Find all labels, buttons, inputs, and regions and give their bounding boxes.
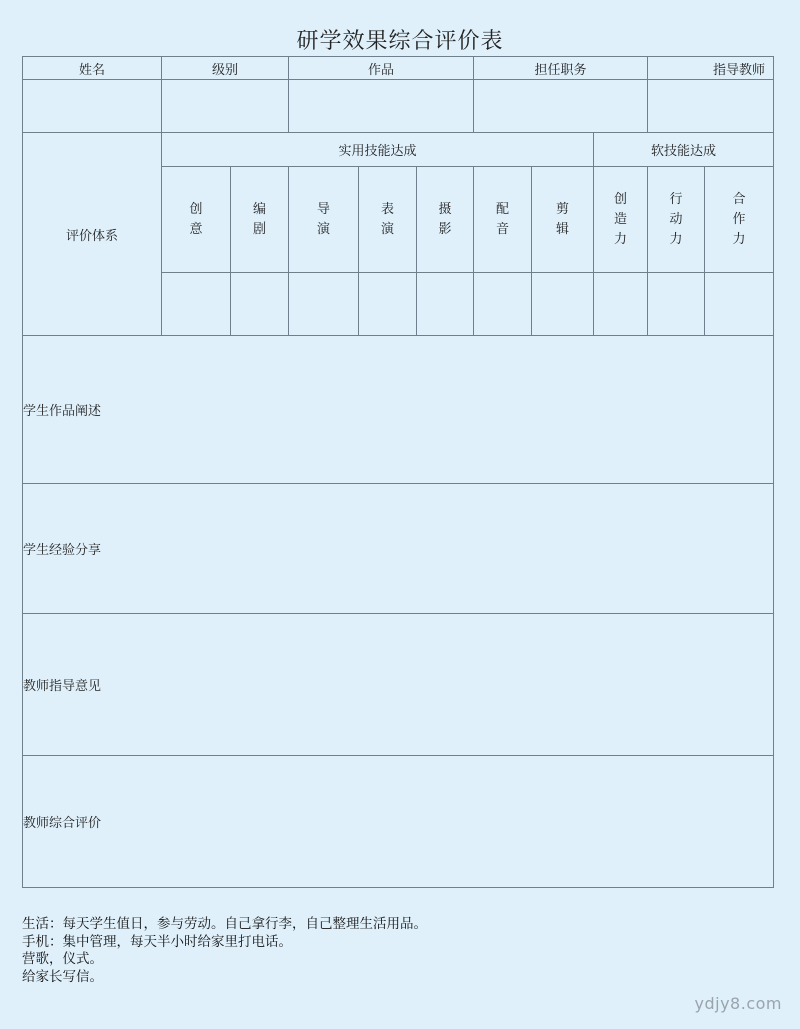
score-cell[interactable] bbox=[648, 273, 705, 336]
score-cell[interactable] bbox=[359, 273, 417, 336]
skill-char: 导 bbox=[317, 201, 331, 217]
page-title: 研学效果综合评价表 bbox=[296, 29, 504, 54]
skill-char: 力 bbox=[669, 231, 683, 247]
header-teacher: 指导教师 bbox=[648, 57, 774, 80]
skill-creativity bbox=[162, 167, 231, 273]
header-row bbox=[23, 57, 774, 80]
skill-screenwriting bbox=[231, 167, 289, 273]
level-value-cell[interactable] bbox=[162, 80, 289, 133]
score-cell[interactable] bbox=[532, 273, 594, 336]
section-label: 学生作品阐述 bbox=[23, 404, 102, 419]
skill-char: 造 bbox=[614, 211, 628, 227]
score-cell[interactable] bbox=[231, 273, 289, 336]
skill-creativity-power bbox=[594, 167, 648, 273]
note-line: 手机：集中管理，每天半小时给家里打电话。 bbox=[22, 933, 292, 950]
watermark: ydjy8.com bbox=[694, 994, 782, 1013]
note-line: 营歌，仪式。 bbox=[22, 951, 103, 967]
header-value-row bbox=[23, 80, 774, 133]
skill-char: 辑 bbox=[556, 221, 570, 237]
student-work-field[interactable] bbox=[23, 336, 774, 484]
header-role: 担任职务 bbox=[474, 57, 648, 80]
section-label: 教师指导意见 bbox=[23, 679, 102, 694]
teacher-opinion-field[interactable] bbox=[23, 614, 774, 756]
score-cell[interactable] bbox=[162, 273, 231, 336]
section-student-work bbox=[23, 336, 774, 484]
note-line: 生活：每天学生值日，参与劳动。自己拿行李，自己整理生活用品。 bbox=[22, 916, 427, 932]
header-level: 级别 bbox=[162, 57, 289, 80]
skill-char: 作 bbox=[732, 211, 746, 227]
section-student-experience bbox=[23, 484, 774, 614]
skill-char: 合 bbox=[732, 191, 746, 207]
score-cell[interactable] bbox=[594, 273, 648, 336]
skill-photography bbox=[417, 167, 474, 273]
teacher-value-cell[interactable] bbox=[648, 80, 774, 133]
skill-editing bbox=[532, 167, 594, 273]
skill-char: 影 bbox=[438, 221, 452, 237]
skill-group-row bbox=[23, 133, 774, 167]
section-teacher-evaluation bbox=[23, 756, 774, 888]
skill-char: 表 bbox=[381, 201, 395, 217]
evaluation-system-label: 评价体系 bbox=[23, 133, 162, 336]
section-label: 学生经验分享 bbox=[23, 543, 102, 558]
name-value-cell[interactable] bbox=[23, 80, 162, 133]
skill-char: 音 bbox=[496, 221, 510, 237]
skill-cooperation-power bbox=[705, 167, 774, 273]
skill-char: 创 bbox=[189, 201, 203, 217]
skill-acting bbox=[359, 167, 417, 273]
score-cell[interactable] bbox=[705, 273, 774, 336]
teacher-evaluation-field[interactable] bbox=[23, 756, 774, 888]
header-work: 作品 bbox=[289, 57, 474, 80]
section-label: 教师综合评价 bbox=[23, 816, 102, 831]
score-cell[interactable] bbox=[289, 273, 359, 336]
skill-char: 演 bbox=[317, 221, 331, 237]
skill-char: 力 bbox=[614, 231, 628, 247]
skill-char: 剧 bbox=[253, 221, 267, 237]
role-value-cell[interactable] bbox=[474, 80, 648, 133]
skill-char: 力 bbox=[732, 231, 746, 247]
practical-skills-group: 实用技能达成 bbox=[162, 133, 594, 167]
skill-char: 创 bbox=[614, 191, 628, 207]
student-experience-field[interactable] bbox=[23, 484, 774, 614]
skill-dubbing bbox=[474, 167, 532, 273]
work-value-cell[interactable] bbox=[289, 80, 474, 133]
skill-char: 意 bbox=[189, 221, 203, 237]
skill-char: 行 bbox=[669, 191, 683, 207]
skill-directing bbox=[289, 167, 359, 273]
skill-char: 配 bbox=[496, 201, 510, 217]
evaluation-table bbox=[22, 56, 774, 888]
skill-action-power bbox=[648, 167, 705, 273]
score-cell[interactable] bbox=[417, 273, 474, 336]
note-line: 给家长写信。 bbox=[22, 968, 103, 985]
skill-char: 演 bbox=[381, 221, 395, 237]
section-teacher-opinion bbox=[23, 614, 774, 756]
skill-char: 摄 bbox=[438, 201, 452, 217]
skill-char: 剪 bbox=[556, 201, 570, 217]
notes bbox=[22, 916, 427, 986]
score-cell[interactable] bbox=[474, 273, 532, 336]
soft-skills-group: 软技能达成 bbox=[594, 133, 774, 167]
skill-char: 编 bbox=[253, 201, 267, 217]
header-name: 姓名 bbox=[23, 57, 162, 80]
skill-char: 动 bbox=[669, 211, 683, 227]
